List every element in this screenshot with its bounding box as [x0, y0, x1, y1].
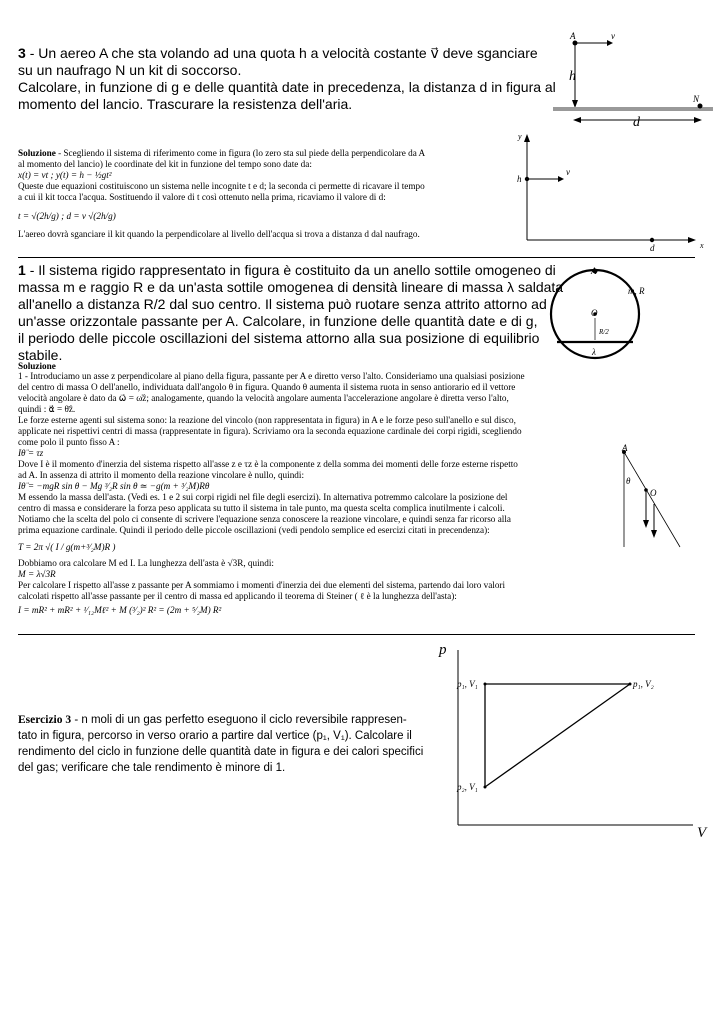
problem1-line-1: - Il sistema rigido rappresentato in figura è costituito da un anello sottile omogeneo di [29, 262, 556, 278]
fig1-label-A: A [591, 266, 597, 276]
problem1-line-3: all'anello a distanza R/2 dal suo centro. Il sistema può ruotare senza attrito attorno ad [18, 296, 547, 312]
exercise3-pv-diagram [425, 640, 717, 840]
fig3-label-A: A [570, 31, 576, 41]
problem1-text [18, 262, 564, 364]
solution1-line-5: Le forze esterne agenti sul sistema sono: la reazione del vincolo (non rappresentata in figura) in A e le forze peso sull'anello e sul disco, [18, 415, 516, 425]
fig3-label-N: N [693, 94, 700, 104]
solution1-line-21: I = mR² + mR² + ¹⁄₁₂Mℓ² + M (³⁄₂)² R² = (2m + ⁵⁄₂M) R² [18, 605, 222, 615]
divider-2 [18, 634, 695, 635]
solution3-line-5: a cui il kit tocca l'acqua. Sostituendo il valore di t così ottenuto nella prima, ricaviamo il valore di d: [18, 192, 386, 202]
exercise3-line-4: del gas; verificare che tale rendimento è minore di 1. [18, 762, 286, 774]
solution1-line-10: ad A. In assenza di attrito il momento della reazione vincolare è nullo, quindi: [18, 470, 305, 480]
landing-point [650, 238, 654, 242]
sol3-label-d: d [650, 243, 655, 253]
solution3-text [18, 148, 508, 240]
solution1-line-7: come polo il punto fisso A : [18, 437, 120, 447]
solution1-title: Soluzione [18, 361, 56, 371]
problem3-line-1: - Un aereo A che sta volando ad una quota h a velocità costante v⃗ deve sganciare [29, 45, 538, 61]
fig1-label-lambda: λ [592, 347, 596, 357]
solution1-line-8: Iθ̈ = τz [18, 448, 44, 458]
solution1-line-20: calcolati rispetto all'asse passante per il centro di massa ed applicando il teorema di Steiner ( ℓ è la lunghezza dell'asta): [18, 591, 457, 601]
solution1-line-3: velocità angolare è dato da ω⃗ = ω̇ẑ; analogamente, quando la velocità angolare aumenta l'accelerazione angolare è diretta verso l'alto, [18, 393, 509, 403]
ex3-label-V: V [697, 825, 707, 840]
problem1-line-6: stabile. [18, 347, 63, 363]
problem1-number: 1 [18, 262, 26, 278]
solution3-line-4: Queste due equazioni costituiscono un sistema nelle incognite t e d; la seconda ci permette di ricavare il tempo [18, 181, 425, 191]
solution3-line-3: x(t) = vt ; y(t) = h − ½gt² [18, 170, 112, 180]
solution1-text [18, 362, 608, 618]
problem1-line-5: il periodo delle piccole oscillazioni del sistema attorno alla sua posizione di equilibrio [18, 330, 540, 346]
tilted-rod [624, 452, 680, 547]
sol1-label-A: A [622, 443, 628, 453]
fig3-label-d: d [633, 115, 640, 130]
problem3-line-4: momento del lancio. Trascurare la resistenza dell'aria. [18, 96, 353, 112]
solution1-line-4: quindi : α⃗ = θ̈ẑ. [18, 404, 76, 414]
solution3-line-1: - Scegliendo il sistema di riferimento come in figura (lo zero sta sul piede della perpendicolare da A [58, 148, 426, 158]
sol1-label-theta: θ [626, 476, 631, 486]
solution1-line-14: Notiamo che la scelta del polo ci consente di scrivere l'equazione senza conoscere la reazione vincolare, e quindi senza far ricorso alla [18, 514, 511, 524]
fig1-label-mR: m, R [628, 286, 645, 296]
solution1-line-16: T = 2π √( I / g(m+³⁄₂M)R ) [18, 542, 116, 552]
solution1-line-18: M = λ√3R [18, 569, 56, 579]
ex3-label-p1V2: p₁, V₂ [633, 679, 654, 689]
exercise3-line-1: - n moli di un gas perfetto eseguono il ciclo reversibile rappresen- [74, 714, 407, 726]
solution3-line-2: al momento del lancio) le coordinate del kit in funzione del tempo sono date da: [18, 159, 312, 169]
sol3-label-x: x [700, 241, 704, 250]
castaway-point [698, 104, 703, 109]
diagonal-segment [485, 684, 630, 787]
solution3-line-6: t = √(2h/g) ; d = v √(2h/g) [18, 211, 116, 221]
sol3-label-v: v⃗ [566, 167, 577, 177]
solution3-title: Soluzione [18, 148, 56, 158]
problem1-figure [545, 262, 655, 362]
solution1-line-19: Per calcolare I rispetto all'asse z passante per A sommiamo i momenti d'inerzia dei due elementi del sistema, partendo dai loro valori [18, 580, 506, 590]
ex3-label-p: p [439, 642, 447, 658]
problem3-figure [545, 28, 715, 130]
problem3-line-3: Calcolare, in funzione di g e delle quantità date in precedenza, la distanza d in figura al [18, 79, 556, 95]
exercise3-text [18, 712, 438, 776]
sol3-label-y: y [518, 132, 522, 141]
problem3-text [18, 45, 556, 113]
solution1-line-17: Dobbiamo ora calcolare M ed I. La lunghezza dell'asta è √3R, quindi: [18, 558, 274, 568]
problem3-number: 3 [18, 45, 26, 61]
solution3-figure [512, 132, 717, 254]
exercise3-line-3: rendimento del ciclo in funzione delle quantità date in figura e dei calori specifici [18, 746, 424, 758]
solution1-figure [612, 442, 692, 554]
sol1-label-O: O [650, 488, 657, 498]
solution3-line-7: L'aereo dovrà sganciare il kit quando la perpendicolare al livello dell'acqua si trova a distanza d dal naufrago. [18, 229, 420, 239]
fig1-label-R2: R/2 [599, 328, 609, 336]
ex3-label-p1V1: p₁, V₁ [457, 679, 478, 689]
problem1-line-4: un'asse orizzontale passante per A. Calcolare, in funzione delle quantità date e di g, [18, 313, 538, 329]
solution1-line-9: Dove I è il momento d'inerzia del sistema rispetto all'asse z e τz è la componente z della somma dei momenti delle forze esterne rispetto [18, 459, 518, 469]
sol3-label-h: h [517, 174, 522, 184]
exercise3-line-2: tato in figura, percorso in verso orario a partire dal vertice (p₁, V₁). Calcolare il [18, 730, 412, 742]
solution1-line-11: Iθ̈ = −mgR sin θ − Mg ³⁄₂R sin θ ≃ −g(m + ³⁄₂M)Rθ [18, 481, 210, 491]
exercise3-title: Esercizio 3 [18, 714, 72, 726]
solution1-line-15: prima equazione cardinale. Quindi il periodo delle piccole oscillazioni (vedi pendolo semplice ed esercizi citati in precendenza): [18, 525, 490, 535]
solution1-line-12: M essendo la massa dell'asta. (Vedi es. 1 e 2 sui corpi rigidi nel file degli esercizi). In alternativa potremmo calcolare la posizione del [18, 492, 508, 502]
ex3-label-p2V1: p₂, V₁ [457, 782, 478, 792]
solution1-line-6: applicate nei rispettivi centri di massa (rappresentate in figura). Scriviamo ora la seconda equazione cardinale dei corpi rigidi, scegliendo [18, 426, 522, 436]
solution1-line-13: centro di massa e considerare la forza peso applicata su tutto il sistema in tale punto, ma questa scelta complica inutilmente i calcoli. [18, 503, 505, 513]
fig3-label-v: v⃗ [611, 31, 622, 41]
problem3-line-2: su un naufrago N un kit di soccorso. [18, 62, 242, 78]
fig1-label-O: O [591, 308, 598, 318]
solution1-line-2: del centro di massa O dell'anello, individuata dall'angolo θ in figura. Quando θ aumenta il sistema ruota in senso antiorario ed il vettore [18, 382, 516, 392]
problem1-line-2: massa m e raggio R e da un'asta sottile omogenea di densità lineare di massa λ saldata [18, 279, 564, 295]
fig3-label-h: h [569, 69, 576, 84]
divider-1 [18, 257, 695, 258]
solution1-line-1: 1 - Introduciamo un asse z perpendicolare al piano della figura, passante per A e diretto verso l'alto. Consideriamo una qualsiasi posizione [18, 371, 525, 381]
